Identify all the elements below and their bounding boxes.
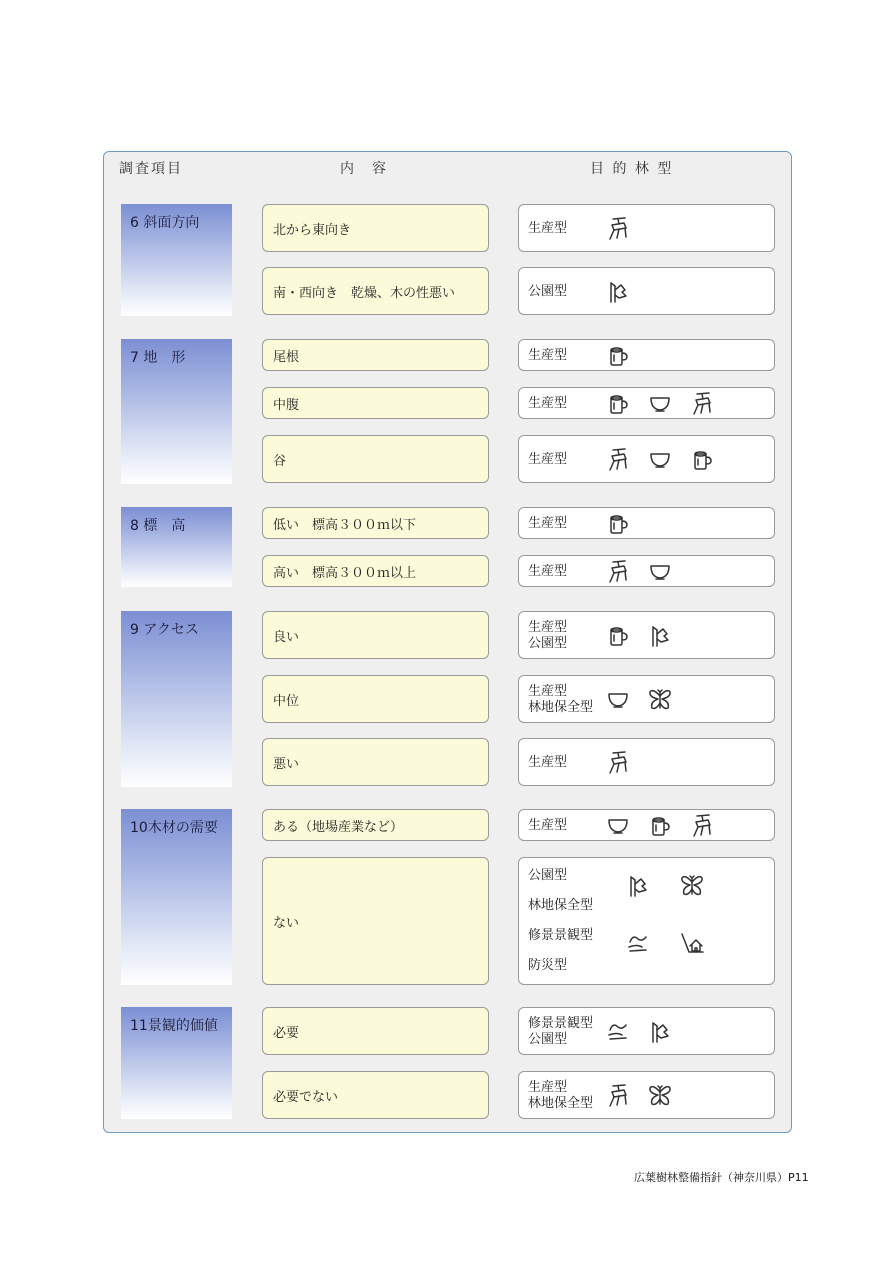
content-cell: 谷	[262, 435, 489, 483]
purpose-cell	[518, 1071, 775, 1119]
purpose-cell	[518, 1007, 775, 1055]
category-label: 11景観的価値	[121, 1007, 232, 1119]
mug-icon	[689, 446, 715, 472]
butterfly-icon	[647, 686, 673, 712]
bowl-icon	[605, 686, 631, 712]
chair-icon	[605, 558, 631, 584]
forest-type-label: 公園型	[528, 868, 568, 883]
tree-icon	[647, 1018, 673, 1044]
mug-icon	[605, 342, 631, 368]
mug-icon	[605, 390, 631, 416]
forest-type-label: 生産型	[528, 515, 568, 531]
purpose-cell	[518, 857, 775, 985]
purpose-cell	[518, 507, 775, 539]
forest-type-label: 生産型	[528, 395, 568, 411]
butterfly-icon	[679, 872, 705, 898]
category-label: 7 地 形	[121, 339, 232, 484]
content-cell: 必要でない	[262, 1071, 489, 1119]
chair-icon	[605, 1082, 631, 1108]
content-cell: 中腹	[262, 387, 489, 419]
content-cell: 中位	[262, 675, 489, 723]
purpose-cell	[518, 435, 775, 483]
purpose-cell	[518, 611, 775, 659]
forest-type-label: 修景景観型	[528, 1016, 594, 1031]
chair-icon	[689, 390, 715, 416]
purpose-cell	[518, 555, 775, 587]
content-cell: 悪い	[262, 738, 489, 786]
forest-type-label: 生産型	[528, 684, 568, 699]
forest-type-label: 生産型	[528, 754, 568, 770]
tree-icon	[625, 872, 651, 898]
bowl-icon	[647, 446, 673, 472]
purpose-cell	[518, 738, 775, 786]
bowl-icon	[647, 558, 673, 584]
forest-type-label: 林地保全型	[528, 700, 594, 715]
chair-icon	[689, 812, 715, 838]
forest-type-label: 生産型	[528, 620, 568, 635]
chair-icon	[605, 215, 631, 241]
forest-type-label: 生産型	[528, 563, 568, 579]
content-cell: 北から東向き	[262, 204, 489, 252]
forest-type-label: 公園型	[528, 636, 568, 651]
wave-icon	[625, 930, 651, 956]
wave-icon	[605, 1018, 631, 1044]
butterfly-icon	[647, 1082, 673, 1108]
tree-icon	[605, 278, 631, 304]
forest-type-label: 生産型	[528, 817, 568, 833]
forest-type-label: 生産型	[528, 1080, 568, 1095]
mug-icon	[647, 812, 673, 838]
header-survey-item: 調査項目	[119, 161, 183, 177]
forest-type-label: 公園型	[528, 1032, 568, 1047]
content-cell: ある（地場産業など）	[262, 809, 489, 841]
forest-type-label: 生産型	[528, 347, 568, 363]
purpose-cell	[518, 387, 775, 419]
forest-type-label: 生産型	[528, 451, 568, 467]
header-purpose-type: 目 的 林 型	[590, 161, 674, 177]
content-cell: 良い	[262, 611, 489, 659]
forest-type-label: 林地保全型	[528, 898, 594, 913]
content-cell: 南・西向き 乾燥、木の性悪い	[262, 267, 489, 315]
tree-icon	[647, 622, 673, 648]
purpose-cell	[518, 204, 775, 252]
forest-type-label: 防災型	[528, 958, 568, 973]
chair-icon	[605, 749, 631, 775]
content-cell: 高い 標高３００ｍ以上	[262, 555, 489, 587]
purpose-cell	[518, 675, 775, 723]
forest-type-label: 公園型	[528, 283, 568, 299]
category-label: 9 アクセス	[121, 611, 232, 787]
purpose-cell	[518, 339, 775, 371]
header-content: 内 容	[340, 161, 388, 177]
bowl-icon	[647, 390, 673, 416]
chair-icon	[605, 446, 631, 472]
category-label: 6 斜面方向	[121, 204, 232, 316]
bowl-icon	[605, 812, 631, 838]
content-cell: ない	[262, 857, 489, 985]
purpose-cell	[518, 267, 775, 315]
category-label: 8 標 高	[121, 507, 232, 587]
content-cell: 必要	[262, 1007, 489, 1055]
mug-icon	[605, 622, 631, 648]
content-cell: 低い 標高３００ｍ以下	[262, 507, 489, 539]
content-cell: 尾根	[262, 339, 489, 371]
forest-type-label: 林地保全型	[528, 1096, 594, 1111]
forest-type-label: 生産型	[528, 220, 568, 236]
mug-icon	[605, 510, 631, 536]
footer-source: 広葉樹林整備指針（神奈川県）P11	[634, 1171, 809, 1184]
category-label: 10木材の需要	[121, 809, 232, 985]
slope-house-icon	[679, 930, 705, 956]
purpose-cell	[518, 809, 775, 841]
forest-type-label: 修景景観型	[528, 928, 594, 943]
